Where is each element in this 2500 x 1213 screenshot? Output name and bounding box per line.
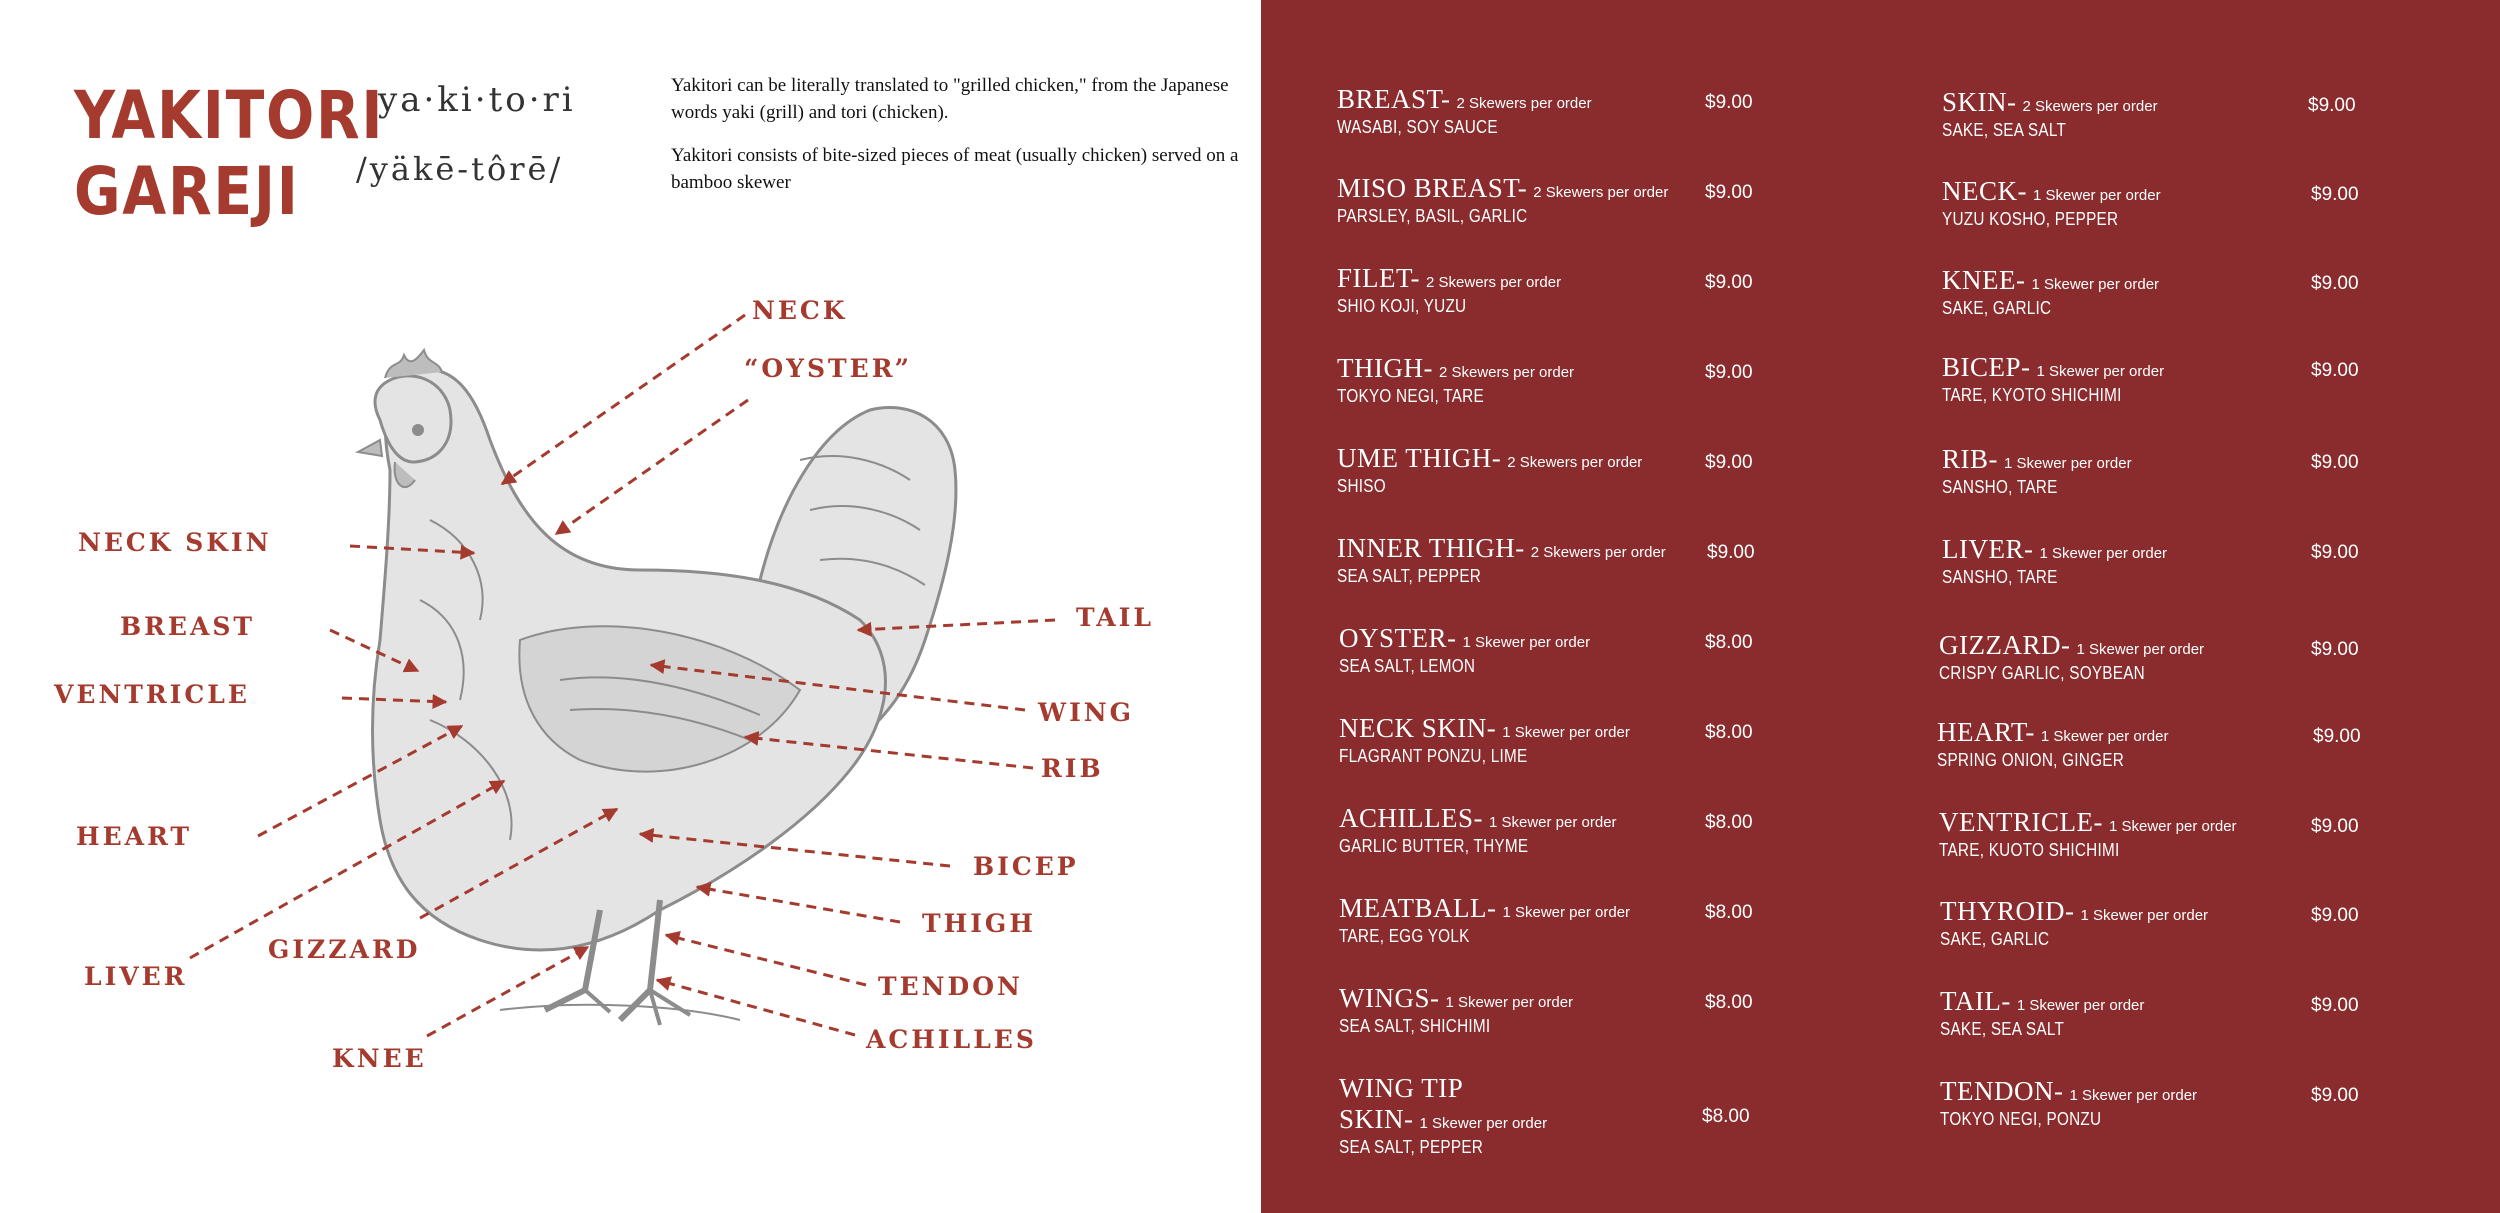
label-achilles: ACHILLES xyxy=(866,1025,1037,1054)
menu-item-knee: KNEE- 1 Skewer per order SAKE, GARLIC xyxy=(1942,265,2160,318)
intro-paragraph-1: Yakitori can be literally translated to "grilled chicken," from the Japanese words yaki (grill) and tori (chicken). xyxy=(671,75,1229,123)
menu-item-wing-tip-skin: WING TIP SKIN- 1 Skewer per order SEA SALT, PEPPER xyxy=(1339,1073,1548,1157)
label-gizzard: GIZZARD xyxy=(268,935,421,964)
menu-item-meatball: MEATBALL- 1 Skewer per order TARE, EGG YOLK xyxy=(1339,893,1631,946)
menu-price: $9.00 xyxy=(2308,95,2356,116)
menu-item-neck-skin: NECK SKIN- 1 Skewer per order FLAGRANT PONZU, LIME xyxy=(1339,713,1630,766)
menu-item-neck: NECK- 1 Skewer per order YUZU KOSHO, PEPPER xyxy=(1942,176,2161,229)
menu-item-miso-breast: MISO BREAST- 2 Skewers per order PARSLEY, BASIL, GARLIC xyxy=(1337,173,1669,226)
label-tendon: TENDON xyxy=(878,972,1023,1001)
label-heart: HEART xyxy=(76,822,193,851)
label-neck: NECK xyxy=(752,296,848,325)
label-thigh: THIGH xyxy=(922,909,1036,938)
menu-item-thigh: THIGH- 2 Skewers per order TOKYO NEGI, TARE xyxy=(1337,353,1575,406)
menu-item-bicep: BICEP- 1 Skewer per order TARE, KYOTO SHICHIMI xyxy=(1942,352,2165,405)
menu-item-ume-thigh: UME THIGH- 2 Skewers per order SHISO xyxy=(1337,443,1643,496)
menu-panel xyxy=(1261,0,2500,1213)
menu-item-thyroid: THYROID- 1 Skewer per order SAKE, GARLIC xyxy=(1940,896,2209,949)
label-liver: LIVER xyxy=(84,962,188,991)
label-ventricle: VENTRICLE xyxy=(54,680,250,709)
menu-price: $9.00 xyxy=(2313,726,2361,747)
pronunciation-syllables: ya·ki·to·ri xyxy=(378,80,576,120)
menu-item-heart: HEART- 1 Skewer per order SPRING ONION, GINGER xyxy=(1937,717,2169,770)
intro-paragraph-2: Yakitori consists of bite-sized pieces of meat (usually chicken) served on a bamboo skewer xyxy=(671,145,1239,193)
label-oyster: “OYSTER” xyxy=(744,354,912,383)
menu-price: $9.00 xyxy=(1705,272,1753,293)
label-neck-skin: NECK SKIN xyxy=(78,528,272,557)
menu-item-ventricle: VENTRICLE- 1 Skewer per order TARE, KUOTO SHICHIMI xyxy=(1939,807,2237,860)
menu-price: $9.00 xyxy=(2311,1085,2359,1106)
menu-item-oyster: OYSTER- 1 Skewer per order SEA SALT, LEMON xyxy=(1339,623,1591,676)
label-rib: RIB xyxy=(1041,754,1104,783)
menu-price: $9.00 xyxy=(2311,639,2359,660)
menu-item-skin: SKIN- 2 Skewers per order SAKE, SEA SALT xyxy=(1942,87,2158,140)
menu-item-liver: LIVER- 1 Skewer per order SANSHO, TARE xyxy=(1942,534,2168,587)
label-tail: TAIL xyxy=(1076,603,1154,632)
menu-price: $8.00 xyxy=(1705,992,1753,1013)
menu-item-gizzard: GIZZARD- 1 Skewer per order CRISPY GARLIC, SOYBEAN xyxy=(1939,630,2205,683)
menu-price: $9.00 xyxy=(2311,542,2359,563)
menu-price: $9.00 xyxy=(1707,542,1755,563)
brand-line-2: GAREJI xyxy=(74,153,300,230)
menu-price: $9.00 xyxy=(2311,273,2359,294)
pronunciation-phonetic: /yäkē-tôrē/ xyxy=(356,150,564,188)
menu-price: $8.00 xyxy=(1702,1106,1750,1127)
menu-price: $8.00 xyxy=(1705,722,1753,743)
menu-price: $9.00 xyxy=(1705,452,1753,473)
menu-price: $9.00 xyxy=(1705,362,1753,383)
menu-item-tail: TAIL- 1 Skewer per order SAKE, SEA SALT xyxy=(1940,986,2145,1039)
menu-price: $8.00 xyxy=(1705,632,1753,653)
menu-price: $8.00 xyxy=(1705,812,1753,833)
menu-price: $9.00 xyxy=(2311,995,2359,1016)
brand-line-1: YAKITORI xyxy=(74,77,385,154)
menu-price: $9.00 xyxy=(2311,905,2359,926)
menu-item-wings: WINGS- 1 Skewer per order SEA SALT, SHICHIMI xyxy=(1339,983,1574,1036)
menu-price: $9.00 xyxy=(2311,184,2359,205)
menu-item-achilles: ACHILLES- 1 Skewer per order GARLIC BUTTER, THYME xyxy=(1339,803,1617,856)
menu-item-breast: BREAST- 2 Skewers per order WASABI, SOY SAUCE xyxy=(1337,84,1592,137)
label-breast: BREAST xyxy=(120,612,256,641)
menu-price: $9.00 xyxy=(1705,182,1753,203)
menu-price: $9.00 xyxy=(1705,92,1753,113)
menu-item-rib: RIB- 1 Skewer per order SANSHO, TARE xyxy=(1942,444,2132,497)
menu-price: $9.00 xyxy=(2311,360,2359,381)
menu-item-filet: FILET- 2 Skewers per order SHIO KOJI, YUZU xyxy=(1337,263,1562,316)
label-bicep: BICEP xyxy=(973,852,1079,881)
label-knee: KNEE xyxy=(332,1044,427,1073)
menu-price: $9.00 xyxy=(2311,816,2359,837)
label-wing: WING xyxy=(1038,698,1134,727)
menu-price: $9.00 xyxy=(2311,452,2359,473)
menu-price: $8.00 xyxy=(1705,902,1753,923)
menu-item-inner-thigh: INNER THIGH- 2 Skewers per order SEA SALT, PEPPER xyxy=(1337,533,1666,586)
menu-item-tendon: TENDON- 1 Skewer per order TOKYO NEGI, PONZU xyxy=(1940,1076,2198,1129)
